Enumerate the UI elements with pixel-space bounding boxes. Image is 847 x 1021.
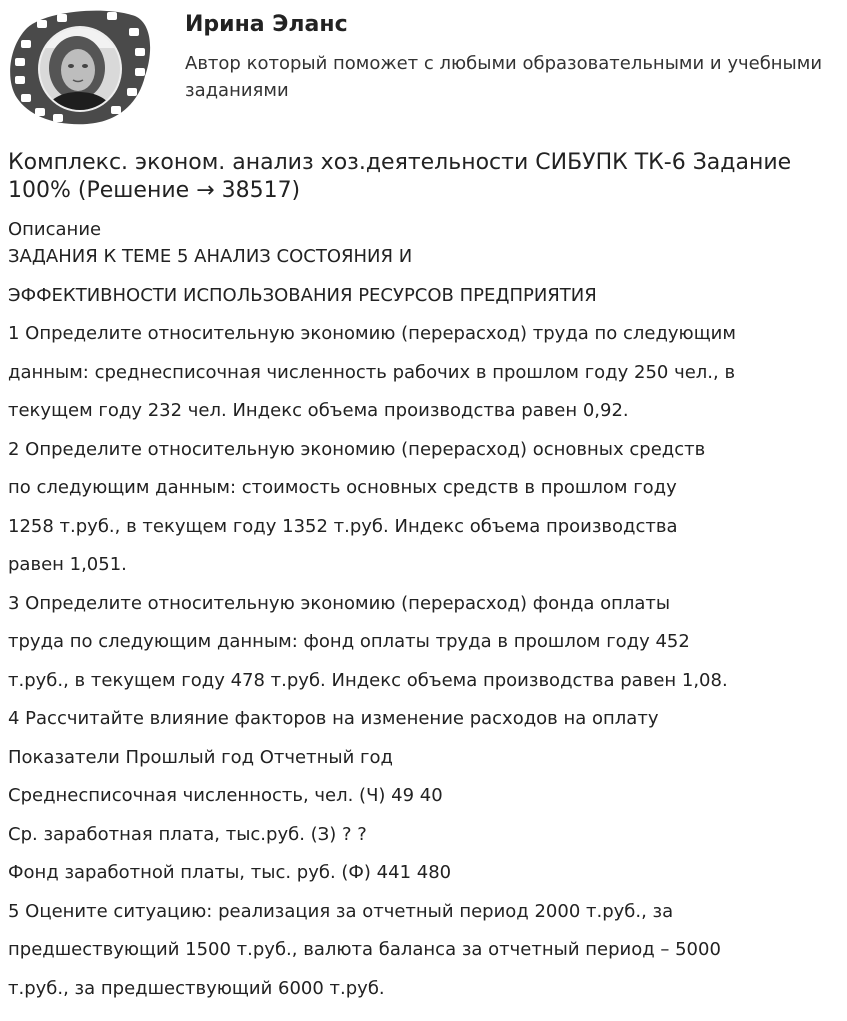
description-line: равен 1,051. (8, 554, 127, 575)
description-line: т.руб., в текущем году 478 т.руб. Индекс объема производства равен 1,08. (8, 669, 728, 691)
description-line: по следующим данным: стоимость основных средств в прошлом году (8, 477, 677, 498)
description-label: Описание (8, 219, 102, 240)
description-line: ЗАДАНИЯ К ТЕМЕ 5 АНАЛИЗ СОСТОЯНИЯ И (8, 246, 413, 267)
description-line: 3 Определите относительную экономию (перерасход) фонда оплаты (8, 592, 671, 614)
description-line: Среднесписочная численность, чел. (Ч) 49 40 (8, 785, 443, 806)
description-line: 5 Оцените ситуацию: реализация за отчетный период 2000 т.руб., за (8, 900, 674, 922)
description-line: данным: среднесписочная численность рабочих в прошлом году 250 чел., в (8, 361, 736, 383)
description-line: предшествующий 1500 т.руб., валюта баланса за отчетный период – 5000 (8, 939, 721, 960)
author-bio: Автор который поможет с любыми образовательными и учебными заданиями (185, 53, 823, 101)
description-line: Фонд заработной платы, тыс. руб. (Ф) 441 480 (8, 862, 452, 883)
description-line: 1 Определите относительную экономию (перерасход) труда по следующим (8, 323, 736, 344)
author-avatar[interactable] (7, 6, 153, 126)
film-frame-portrait-icon (7, 6, 153, 126)
document-title: Комплекс. эконом. анализ хоз.деятельности СИБУПК ТК-6 Задание 100% (Решение → 38517) (8, 150, 792, 203)
description-line: ЭФФЕКТИВНОСТИ ИСПОЛЬЗОВАНИЯ РЕСУРСОВ ПРЕДПРИЯТИЯ (8, 284, 597, 306)
description-line: Показатели Прошлый год Отчетный год (8, 746, 393, 768)
description-line: текущем году 232 чел. Индекс объема производства равен 0,92. (8, 400, 629, 421)
description-line: т.руб., за предшествующий 6000 т.руб. (8, 977, 385, 999)
author-name[interactable]: Ирина Эланс (185, 12, 348, 37)
description-line: труда по следующим данным: фонд оплаты труда в прошлом году 452 (8, 631, 690, 652)
author-header (0, 0, 847, 135)
description-body (8, 238, 838, 1008)
description-line: Ср. заработная плата, тыс.руб. (З) ? ? (8, 823, 367, 845)
description-line: 1258 т.руб., в текущем году 1352 т.руб. Индекс объема производства (8, 515, 678, 537)
description-line: 2 Определите относительную экономию (перерасход) основных средств (8, 438, 706, 460)
description-line: 4 Рассчитайте влияние факторов на изменение расходов на оплату (8, 708, 659, 729)
